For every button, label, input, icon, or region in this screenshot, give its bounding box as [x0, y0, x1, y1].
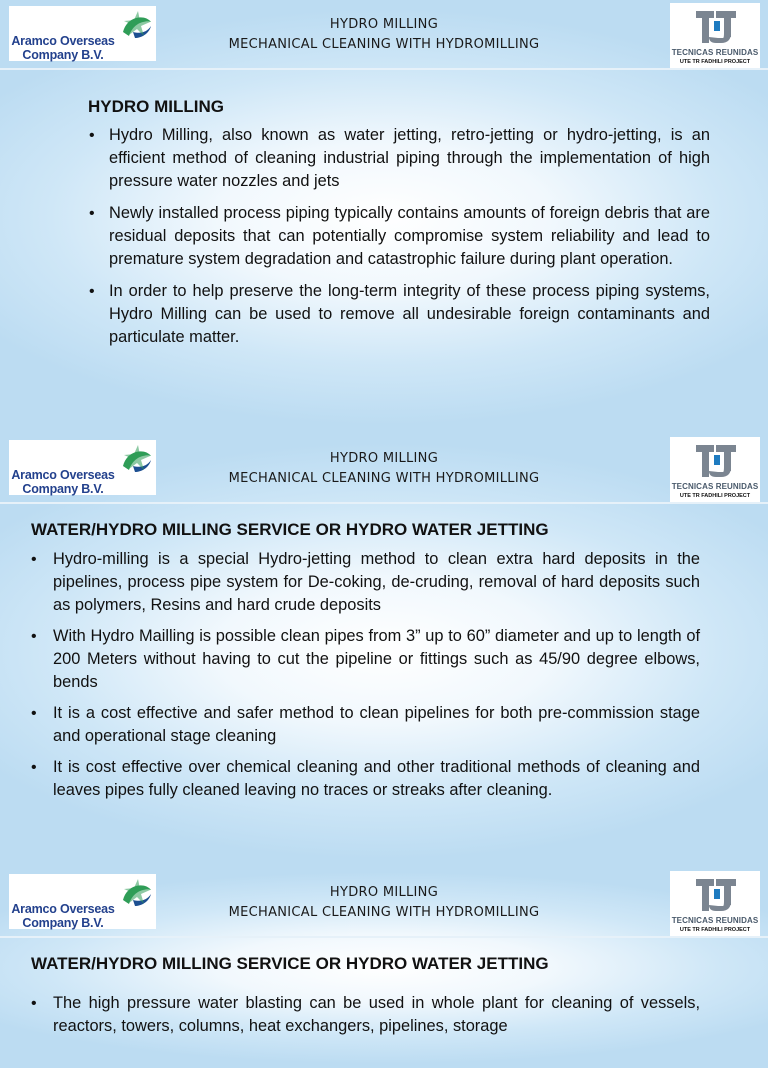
- tr-mark-icon: [696, 441, 736, 479]
- aramco-line-1: Aramco Overseas: [11, 902, 115, 916]
- bullet-icon: •: [31, 628, 37, 645]
- slide-header: [0, 434, 768, 500]
- bullet-item: [31, 625, 700, 694]
- bullet-text: The high pressure water blasting can be used in whole plant for cleaning of vessels, reactors, towers, columns, heat exchangers, pipelines, storage: [53, 994, 700, 1035]
- slide-title: HYDRO MILLING: [88, 97, 224, 116]
- tr-project-name: UTE TR FADHILI PROJECT: [679, 927, 751, 933]
- header-divider: [0, 936, 768, 938]
- slide-title: WATER/HYDRO MILLING SERVICE OR HYDRO WATER JETTING: [31, 520, 549, 539]
- bullet-text: Newly installed process piping typically contains amounts of foreign debris that are residual deposits that can potentially compromise system reliability and lead to premature system degradation and catastrophic failure during plant operation.: [109, 204, 710, 268]
- tecnicas-reunidas-logo: [670, 871, 760, 936]
- bullet-text: It is cost effective over chemical cleaning and other traditional methods of cleaning and leaves pipes fully cleaned leaving no traces or streaks after cleaning.: [53, 758, 700, 799]
- bullet-text: It is a cost effective and safer method to clean pipelines for both pre-commission stage and operational stage cleaning: [53, 704, 700, 745]
- tr-company-name: TECNICAS REUNIDAS: [671, 916, 759, 925]
- bullet-icon: •: [31, 995, 37, 1012]
- bullet-item: [31, 756, 700, 802]
- aramco-company-name: [11, 902, 115, 930]
- bullet-item: [88, 202, 710, 271]
- bullet-list: [31, 548, 700, 810]
- header-title-line-1: HYDRO MILLING: [329, 17, 439, 32]
- tr-project-name: UTE TR FADHILI PROJECT: [679, 59, 751, 65]
- slide-title: WATER/HYDRO MILLING SERVICE OR HYDRO WATER JETTING: [31, 954, 549, 973]
- header-title-line-1: HYDRO MILLING: [329, 451, 439, 466]
- aramco-company-name: [11, 468, 115, 496]
- aramco-star-icon: [117, 8, 155, 48]
- aramco-star-icon: [117, 442, 155, 482]
- bullet-icon: •: [89, 205, 95, 222]
- bullet-item: [31, 992, 700, 1038]
- tecnicas-reunidas-logo: [670, 3, 760, 68]
- slide-3: [0, 868, 768, 1068]
- bullet-list: [88, 124, 710, 358]
- tr-company-name: TECNICAS REUNIDAS: [671, 48, 759, 57]
- bullet-item: [31, 548, 700, 617]
- bullet-text: In order to help preserve the long-term integrity of these process piping systems, Hydro Milling can be used to remove all undesirable foreign contaminants and particulate matter.: [109, 282, 710, 346]
- aramco-company-name: [11, 34, 115, 62]
- tr-mark-icon: [696, 875, 736, 913]
- aramco-line-2: Company B.V.: [22, 916, 104, 930]
- aramco-line-1: Aramco Overseas: [11, 468, 115, 482]
- tecnicas-reunidas-logo: [670, 437, 760, 502]
- header-divider: [0, 68, 768, 70]
- tr-mark-icon: [696, 7, 736, 45]
- bullet-text: With Hydro Mailling is possible clean pipes from 3” up to 60” diameter and up to length of 200 Meters without having to cut the pipeline or fittings such as 45/90 degree elbows, bends: [53, 627, 700, 691]
- bullet-icon: •: [31, 759, 37, 776]
- bullet-icon: •: [89, 127, 95, 144]
- header-title-line-2: MECHANICAL CLEANING WITH HYDROMILLING: [228, 905, 540, 920]
- header-divider: [0, 502, 768, 504]
- aramco-logo: [9, 6, 156, 61]
- aramco-logo: [9, 874, 156, 929]
- bullet-list: [31, 992, 700, 1046]
- aramco-line-1: Aramco Overseas: [11, 34, 115, 48]
- aramco-star-icon: [117, 876, 155, 916]
- slide-1: [0, 0, 768, 434]
- bullet-icon: •: [31, 551, 37, 568]
- header-title-line-1: HYDRO MILLING: [329, 885, 439, 900]
- header-title-line-2: MECHANICAL CLEANING WITH HYDROMILLING: [228, 37, 540, 52]
- aramco-line-2: Company B.V.: [22, 48, 104, 62]
- header-title-line-2: MECHANICAL CLEANING WITH HYDROMILLING: [228, 471, 540, 486]
- bullet-item: [88, 124, 710, 193]
- bullet-icon: •: [89, 283, 95, 300]
- bullet-text: Hydro-milling is a special Hydro-jetting method to clean extra hard deposits in the pipelines, process pipe system for De-coking, de-cruding, removal of hard deposits such as polymers, Resins and hard crude deposits: [53, 550, 700, 614]
- slide-header: [0, 868, 768, 934]
- slide-header: [0, 0, 768, 66]
- bullet-icon: •: [31, 705, 37, 722]
- slide-2: [0, 434, 768, 868]
- bullet-item: [31, 702, 700, 748]
- tr-project-name: UTE TR FADHILI PROJECT: [679, 493, 751, 499]
- aramco-logo: [9, 440, 156, 495]
- tr-company-name: TECNICAS REUNIDAS: [671, 482, 759, 491]
- bullet-text: Hydro Milling, also known as water jetting, retro-jetting or hydro-jetting, is an efficient method of cleaning industrial piping through the implementation of high pressure water nozzles and jets: [109, 126, 710, 190]
- aramco-line-2: Company B.V.: [22, 482, 104, 496]
- bullet-item: [88, 280, 710, 349]
